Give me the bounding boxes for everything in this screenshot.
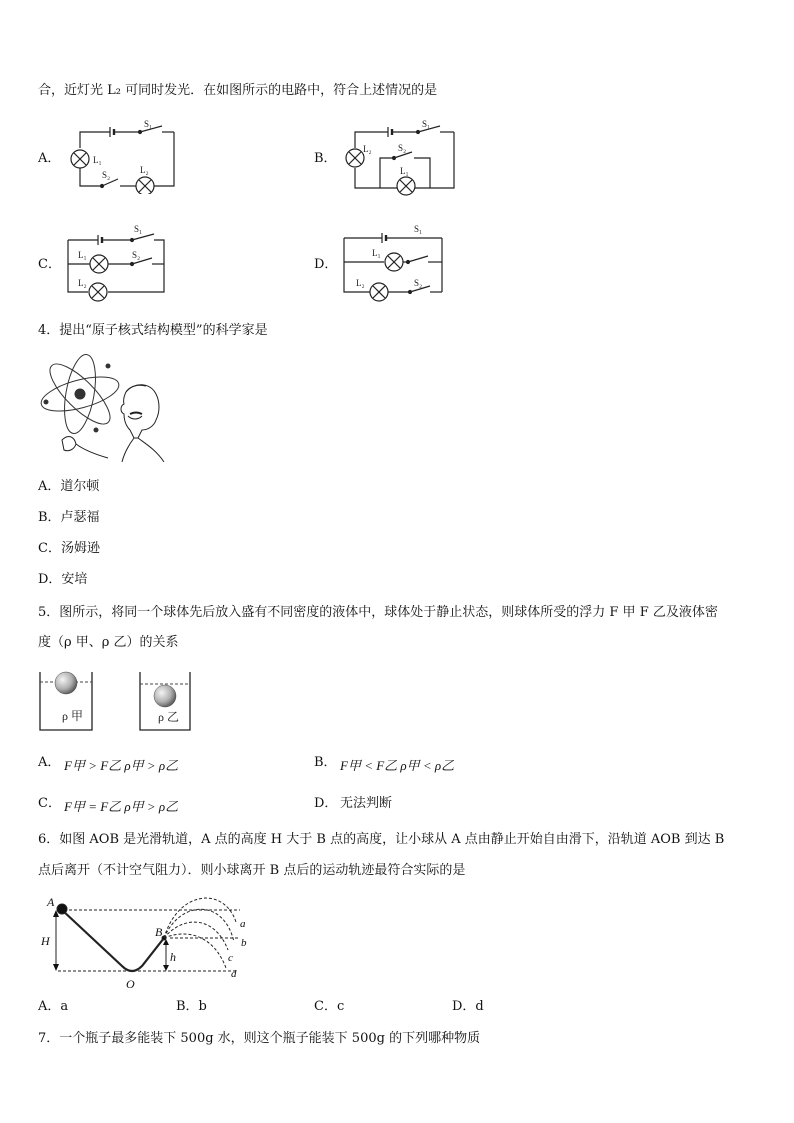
label-s1: S₁ bbox=[144, 119, 153, 129]
switch-s2 bbox=[102, 179, 118, 186]
svg-text:S₂: S₂ bbox=[132, 250, 141, 260]
label-height-h-lower: h bbox=[170, 950, 176, 964]
q6-stem-line2: 点后离开（不计空气阻力）．则小球离开 B 点后的运动轨迹最符合实际的是 bbox=[38, 863, 466, 878]
q5-option-b-formula[interactable]: F甲 < F乙 ρ甲 < ρ乙 bbox=[340, 758, 455, 773]
q7-stem: 7．一个瓶子最多能装下 500g 水，则这个瓶子能装下 500g 的下列哪种物质 bbox=[38, 1031, 481, 1046]
circuit-diagram-d bbox=[338, 220, 450, 304]
beakers-figure bbox=[38, 666, 208, 734]
q5-option-a-formula[interactable]: F甲 > F乙 ρ甲 > ρ乙 bbox=[64, 758, 179, 773]
q5-option-d-text[interactable]: 无法判断 bbox=[340, 796, 393, 811]
svg-text:S₂: S₂ bbox=[398, 143, 407, 153]
svg-text:S₁: S₁ bbox=[422, 119, 431, 129]
q3-stem: 合，近灯光 L₂ 可同时发光．在如图所示的电路中，符合上述情况的是 bbox=[38, 83, 438, 98]
label-l2: L₂ bbox=[140, 165, 149, 175]
q5-option-c-letter[interactable]: C． bbox=[38, 796, 61, 811]
label-curve-d: d bbox=[231, 968, 237, 980]
svg-text:L₁: L₁ bbox=[400, 166, 409, 176]
q4-option-c[interactable]: C．汤姆逊 bbox=[38, 541, 100, 556]
svg-text:L₁: L₁ bbox=[372, 248, 381, 258]
label-point-b: B bbox=[155, 925, 163, 939]
svg-text:L₂: L₂ bbox=[356, 278, 365, 288]
q5-option-c-formula[interactable]: F甲 = F乙 ρ甲 > ρ乙 bbox=[64, 799, 179, 814]
q3-option-b-label[interactable]: B． bbox=[314, 151, 337, 166]
ball-yi bbox=[154, 685, 176, 707]
q6-option-d[interactable]: D．d bbox=[452, 999, 484, 1014]
q3-option-d-label[interactable]: D． bbox=[314, 257, 338, 272]
label-height-h-upper: H bbox=[41, 934, 50, 948]
svg-text:L₂: L₂ bbox=[363, 144, 372, 154]
q3-option-c-label[interactable]: C． bbox=[38, 257, 61, 272]
track-figure bbox=[38, 888, 260, 992]
svg-text:S₁: S₁ bbox=[414, 224, 423, 234]
label-curve-c: c bbox=[228, 952, 233, 964]
circuit-diagram-c bbox=[62, 220, 172, 302]
q6-option-b[interactable]: B．b bbox=[176, 999, 207, 1014]
track-aob bbox=[62, 910, 164, 971]
label-point-o: O bbox=[126, 977, 135, 991]
svg-text:L₂: L₂ bbox=[78, 278, 87, 288]
q3-option-a-label[interactable]: A． bbox=[38, 151, 61, 166]
q5-option-d-letter[interactable]: D． bbox=[314, 796, 338, 811]
svg-text:S₂: S₂ bbox=[414, 278, 423, 288]
circuit-diagram-b bbox=[338, 118, 462, 198]
label-l1: L₁ bbox=[93, 155, 102, 165]
q5-stem-line1: 5．图所示，将同一个球体先后放入盛有不同密度的液体中，球体处于静止状态，则球体所受的浮力 F 甲 F 乙及液体密 bbox=[38, 605, 718, 620]
nucleus-icon bbox=[75, 389, 85, 399]
q4-option-a[interactable]: A．道尔顿 bbox=[38, 479, 100, 494]
q5-stem-line2: 度（ρ 甲、ρ 乙）的关系 bbox=[38, 635, 179, 650]
trajectory-a bbox=[164, 898, 236, 938]
ball-jia bbox=[55, 672, 77, 694]
scientist-head bbox=[121, 385, 159, 438]
circuit-diagram-a bbox=[62, 118, 182, 194]
label-rho-jia: ρ 甲 bbox=[62, 709, 83, 723]
q6-stem-line1: 6．如图 AOB 是光滑轨道，A 点的高度 H 大于 B 点的高度，让小球从 A 点由静止开始自由滑下，沿轨道 AOB 到达 B bbox=[38, 832, 725, 847]
q5-option-a-letter[interactable]: A． bbox=[38, 755, 61, 770]
q5-option-b-letter[interactable]: B． bbox=[314, 755, 337, 770]
label-curve-a: a bbox=[240, 918, 246, 930]
q6-option-c[interactable]: C．c bbox=[314, 999, 345, 1014]
label-rho-yi: ρ 乙 bbox=[158, 710, 179, 724]
ball-icon bbox=[57, 904, 67, 914]
q4-option-b[interactable]: B．卢瑟福 bbox=[38, 510, 100, 525]
scientist-hand bbox=[62, 437, 76, 451]
q4-stem: 4．提出“原子核式结构模型”的科学家是 bbox=[38, 323, 268, 338]
label-point-a: A bbox=[47, 895, 55, 909]
svg-text:L₁: L₁ bbox=[78, 250, 87, 260]
rutherford-atom-illustration bbox=[38, 354, 166, 462]
label-s2: S₂ bbox=[102, 170, 111, 180]
label-curve-b: b bbox=[241, 937, 247, 949]
q4-option-d[interactable]: D．安培 bbox=[38, 572, 88, 587]
svg-text:S₁: S₁ bbox=[134, 224, 143, 234]
q6-option-a[interactable]: A．a bbox=[38, 999, 69, 1014]
